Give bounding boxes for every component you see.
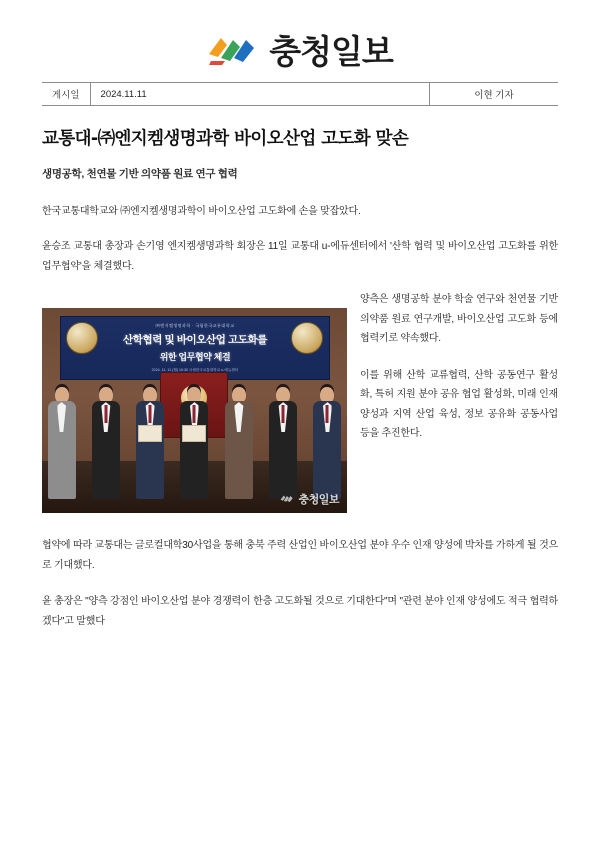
publish-date-value: 2024.11.11 (90, 83, 207, 105)
photo-person (179, 381, 210, 499)
masthead (42, 28, 558, 82)
article-paragraph-5: 윤 총장은 "양측 강점인 바이오산업 분야 경쟁력이 한층 고도화될 것으로 기대한다"며 "관련 분야 인재 양성에도 적극 협력하겠다"고 말했다 (42, 596, 558, 627)
photo-people-row (46, 381, 343, 499)
article-paragraph-1: 윤승조 교통대 총장과 손기영 엔지켐생명과학 회장은 11일 교통대 u-에듀센터에서 '산학 협력 및 바이오산업 고도화를 위한 업무협약'을 체결했다. (42, 241, 558, 272)
chungcheong-ilbo-watermark-icon (280, 494, 294, 504)
photo-watermark (280, 491, 339, 507)
article-paragraph-3: 이를 위해 산학 교류협력, 산학 공동연구 활성화, 특허 지원 분야 공유 협업 활성화, 미래 인재 양성과 지역 산업 육성, 정보 공유화 공동사업 등을 추진한다. (360, 369, 558, 440)
meta-spacer (207, 83, 429, 105)
article-meta-bar (42, 82, 558, 106)
page-title: 교통대-㈜엔지켐생명과학 바이오산업 고도화 맞손 (42, 129, 409, 149)
photo-banner (60, 316, 330, 380)
photo-emblem-left-icon (66, 322, 98, 354)
article-photo (42, 308, 347, 513)
photo-image (42, 308, 347, 513)
photo-person (223, 381, 254, 499)
photo-banner-top-text: ㈜엔지켐생명과학 · 국립한국교통대학교 (155, 323, 235, 329)
photo-watermark-text: 충청일보 (298, 493, 339, 507)
article-paragraph-4: 협약에 따라 교통대는 글로컬대학30사업을 통해 충북 주력 산업인 바이오산업 분야 우수 인재 양성에 박차를 가하게 될 것으로 기대했다. (42, 540, 558, 571)
photo-person (90, 381, 121, 499)
article-author: 이현 기자 (429, 83, 558, 105)
photo-person (312, 381, 343, 499)
masthead-title: 충청일보 (269, 31, 393, 71)
photo-person (268, 381, 299, 499)
photo-emblem-right-icon (291, 322, 323, 354)
article-paragraph-2: 양측은 생명공학 분야 학술 연구와 천연물 기반 의약품 원료 연구개발, 바이오산업 고도화 등에 협력키로 약속했다. (360, 294, 558, 345)
article-subhead: 생명공학, 천연물 기반 의약품 원료 연구 협력 (42, 167, 238, 180)
photo-banner-main-text-2: 위한 업무협약 체결 (159, 352, 231, 363)
photo-banner-main-text-1: 산학협력 및 바이오산업 고도화를 (123, 334, 267, 347)
article-lede: 한국교통대학교와 ㈜엔지켐생명과학이 바이오산업 고도화에 손을 맞잡았다. (42, 205, 361, 217)
photo-banner-sub-text: 2024. 11. 11 (월) 10:30 국립한국교통대학교 u-에듀센터 (151, 368, 239, 373)
photo-person (135, 381, 166, 499)
publish-date-label: 게시일 (52, 90, 80, 101)
photo-person (46, 381, 77, 499)
chungcheong-ilbo-logo-icon (207, 34, 259, 68)
